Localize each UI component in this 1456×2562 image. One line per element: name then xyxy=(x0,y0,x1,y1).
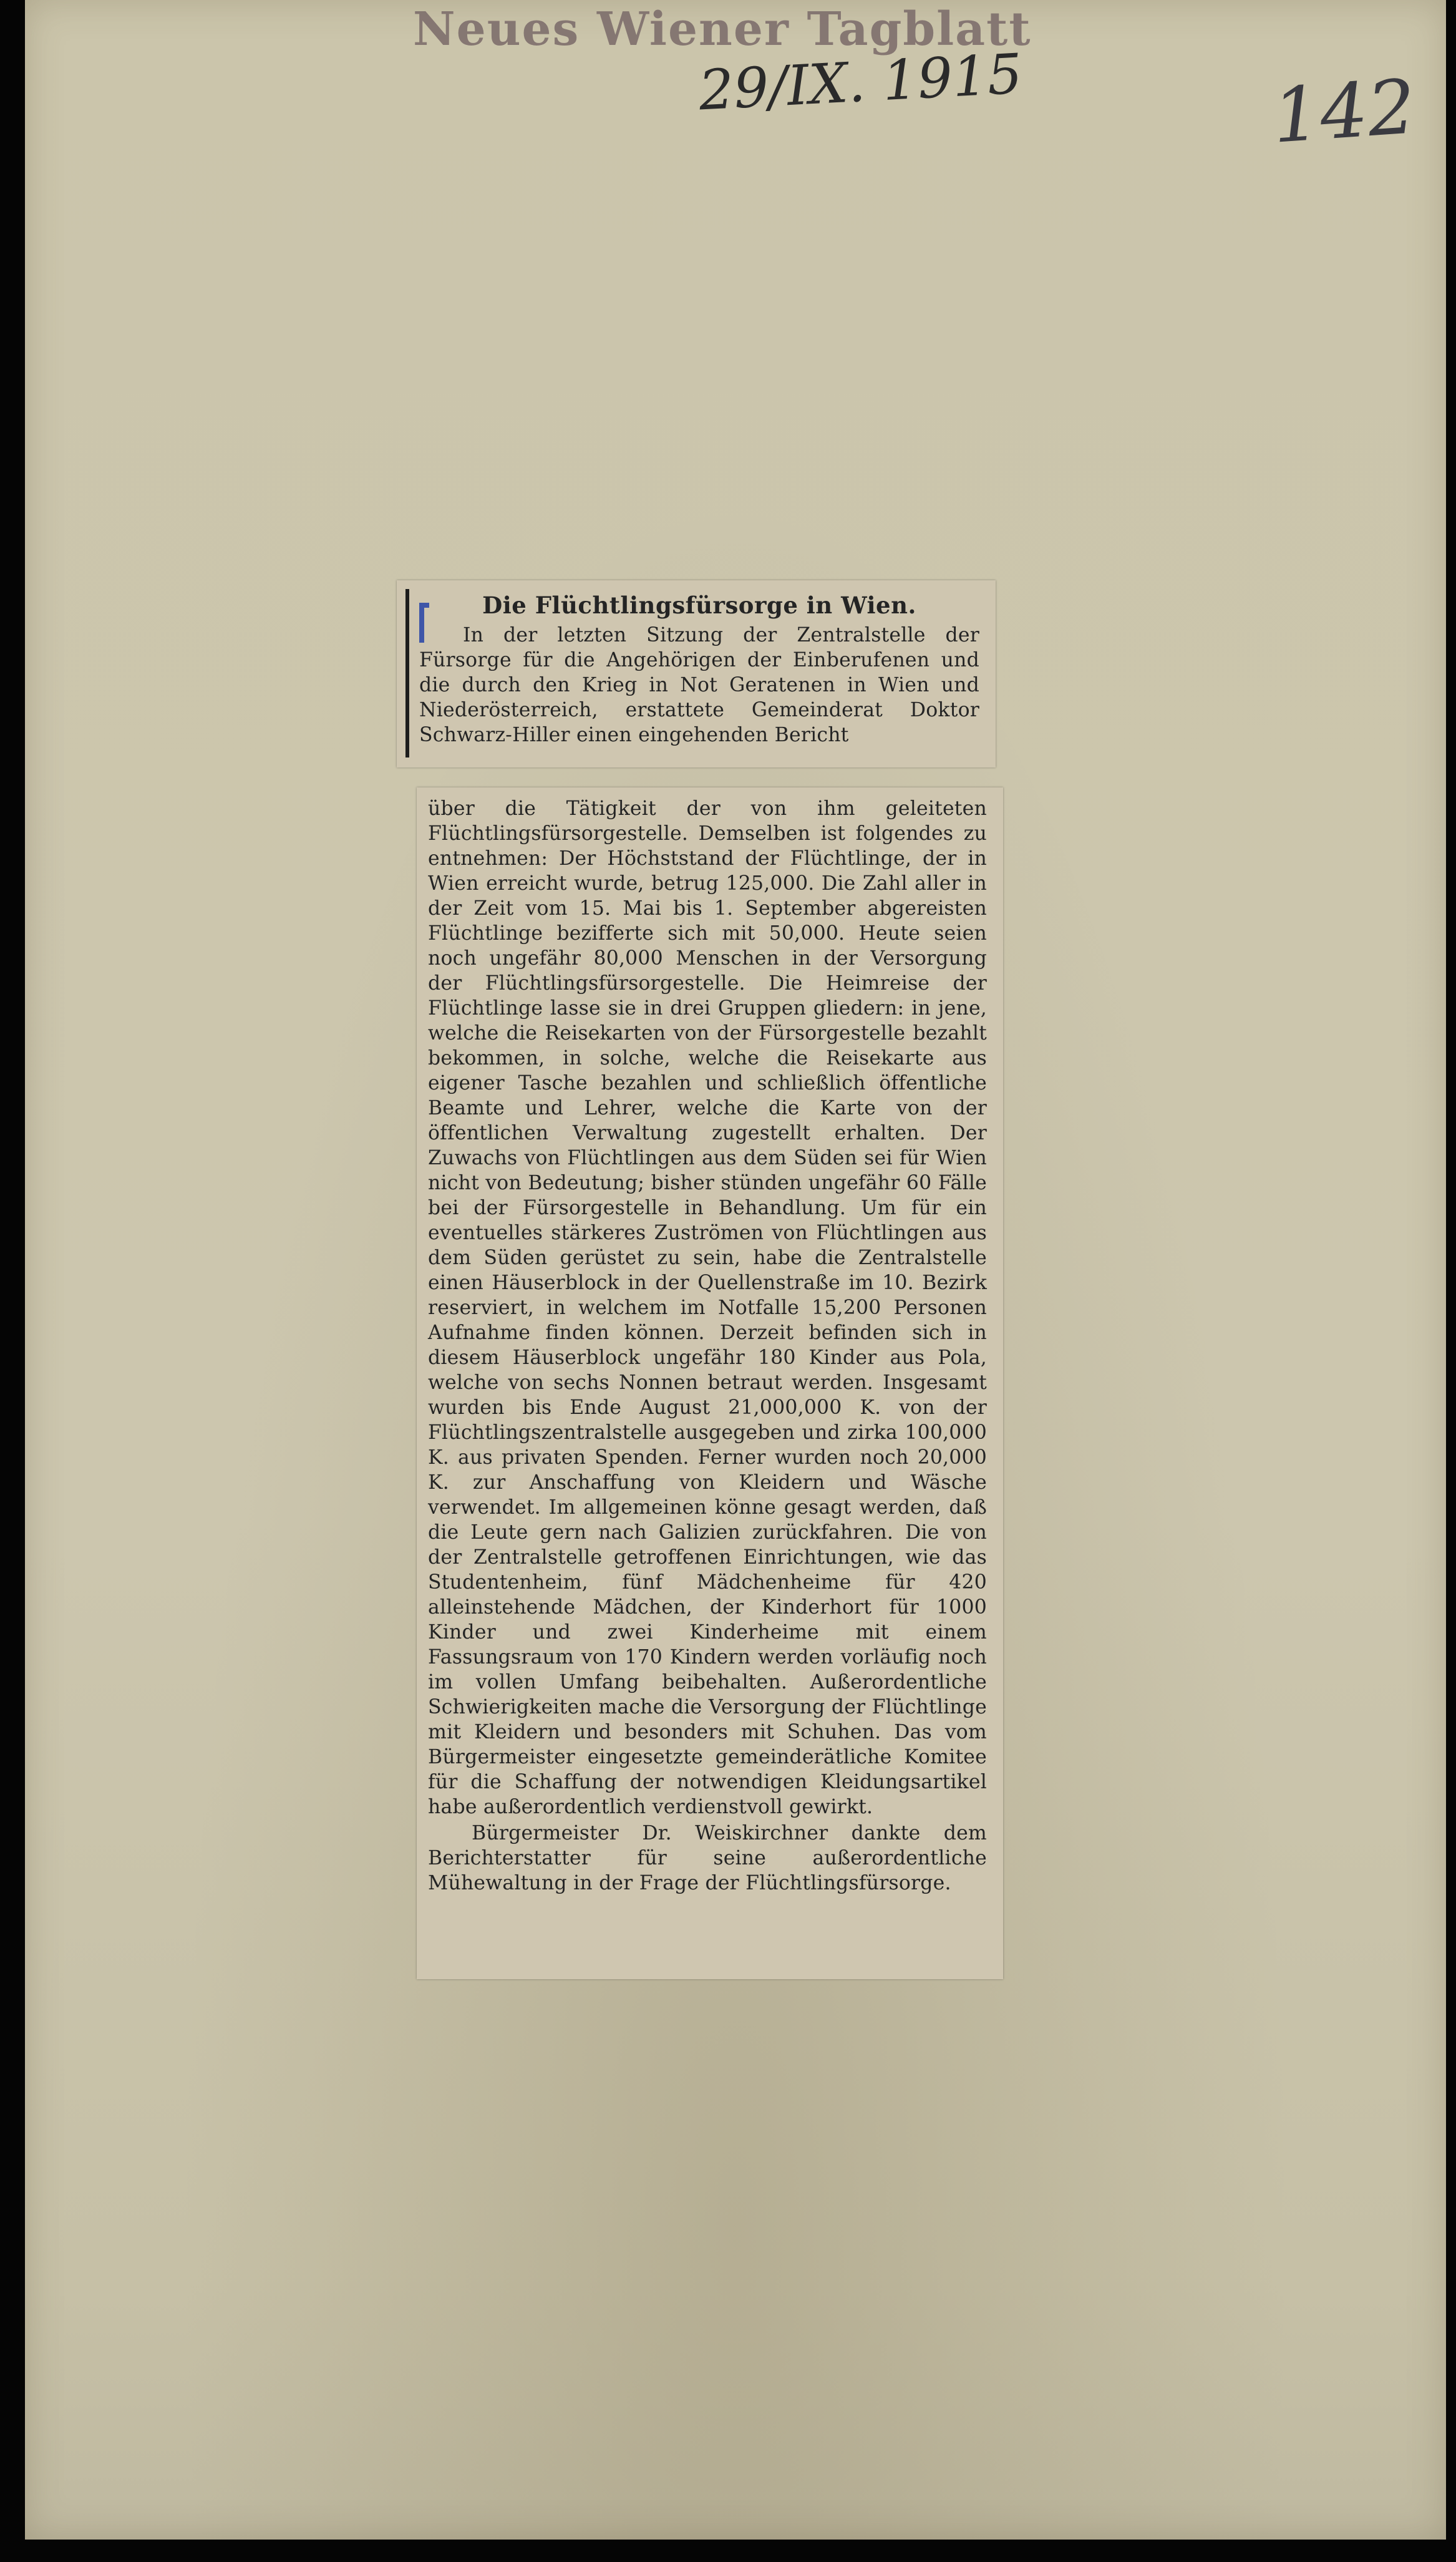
blue-pencil-mark-icon xyxy=(419,603,429,643)
newspaper-stamp: Neues Wiener Tagblatt xyxy=(413,2,1032,56)
handwritten-date: 29/IX. 1915 xyxy=(697,41,1024,123)
clipping-headline-section xyxy=(397,580,996,767)
article-headline: Die Flüchtlingsfürsorge in Wien. xyxy=(482,592,916,619)
article-lead: In der letzten Sitzung der Zentralstelle der Fürsorge für die Angehörigen der Einberufenen und die durch den Krieg in Not Geratenen in Wien und Niederösterreich, erstattete Gemeinderat Doktor Schwarz-Hiller einen eingehenden Bericht xyxy=(419,624,979,746)
clipping-body-section xyxy=(417,787,1003,1979)
article-closing: Bürgermeister Dr. Weiskirchner dankte dem Berichterstatter für seine außerordentliche Mühewaltung in der Frage der Flüchtlingsfürsorge. xyxy=(428,1822,987,1894)
folio-number: 142 xyxy=(1269,64,1419,160)
article-body: über die Tätigkeit der von ihm geleiteten Flüchtlingsfürsorgestelle. Demselben ist folgendes zu entnehmen: Der Höchststand der Flüchtlinge, der in Wien erreicht wurde, betrug 125,000. Die Zahl aller in der Zeit vom 15. Mai bis 1. September abgereisten Flüchtlinge bezifferte sich mit 50,000. Heute seien noch ungefähr 80,000 Menschen in der Versorgung der Flüchtlingsfürsorgestelle. Die Heimreise der Flüchtlinge lasse sie in drei Gruppen gliedern: in jene, welche die Reisekarten von der Fürsorgestelle bezahlt bekommen, in solche, welche die Reisekarte aus eigener Tasche bezahlen und schließlich öffentliche Beamte und Lehrer, welche die Karte von der öffentlichen Verwaltung zugestellt erhalten. Der Zuwachs von Flüchtlingen aus dem Süden sei für Wien nicht von Bedeutung; bisher stünden ungefähr 60 Fälle bei der Fürsorgestelle in Behandlung. Um für ein eventuelles stärkeres Zuströmen von Flüchtlingen aus dem Süden gerüstet zu sein, habe die Zentralstelle einen Häuserblock in der Quellenstraße im 10. Bezirk reserviert, in welchem im Notfalle 15,200 Personen Aufnahme finden können. Derzeit befinden sich in diesem Häuserblock ungefähr 180 Kinder aus Pola, welche von sechs Nonnen betraut werden. Insgesamt wurden bis Ende August 21,000,000 K. von der Flüchtlingszentralstelle ausgegeben und zirka 100,000 K. aus privaten Spenden. Ferner wurden noch 20,000 K. zur Anschaffung von Kleidern und Wäsche verwendet. Im allgemeinen könne gesagt werden, daß die Leute gern nach Galizien zurückfahren. Die von der Zentralstelle getroffenen Einrichtungen, wie das Studentenheim, fünf Mädchenheime für 420 alleinstehende Mädchen, der Kinderhort für 1000 Kinder und zwei Kinderheime mit einem Fassungsraum von 170 Kindern werden vorläufig noch im vollen Umfang beibehalten. Außerordentliche Schwierigkeiten mache die Versorgung der Flüchtlinge mit Kleidern und besonders mit Schuhen. Das vom Bürgermeister eingesetzte gemeinderätliche Komitee für die Schaffung der notwendigen Kleidungsartikel habe außerordentlich verdienstvoll gewirkt. xyxy=(428,797,987,1818)
column-rule xyxy=(405,589,409,757)
